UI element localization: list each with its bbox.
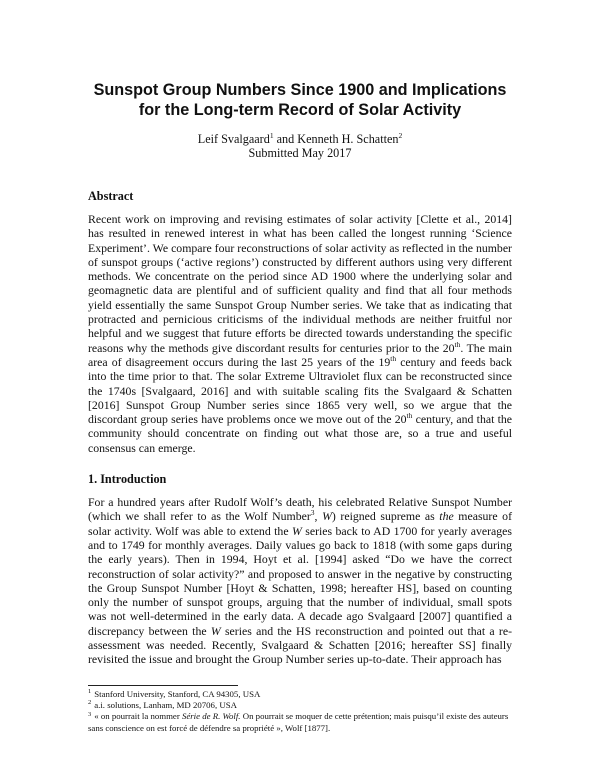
superscript: th <box>406 411 413 421</box>
intro-text: ) reigned supreme as <box>331 509 440 524</box>
italic-term: W <box>322 509 332 524</box>
intro-text: , <box>314 509 323 524</box>
title-line-1: Sunspot Group Numbers Since 1900 and Implications <box>93 81 507 99</box>
author-list <box>88 132 512 146</box>
footnote-marker: 2 <box>398 130 403 140</box>
footnote-text: a.i. solutions, Lanham, MD 20706, USA <box>94 700 237 711</box>
italic-term: the <box>439 509 454 524</box>
abstract-heading: Abstract <box>88 189 134 203</box>
introduction-heading: 1. Introduction <box>88 472 167 487</box>
footnote-marker: 1 <box>269 130 274 140</box>
abstract-paragraph <box>88 212 512 455</box>
footnote-1 <box>88 689 512 700</box>
author-joiner: and <box>273 132 298 146</box>
superscript: th <box>454 339 461 349</box>
footnote-3 <box>88 711 512 734</box>
superscript: th <box>390 354 397 364</box>
footnote-divider <box>88 685 238 686</box>
intro-text: series and the HS reconstruction and pointed out that a re-assessment was needed. Recently, Svalgaard & Schatten [2016; hereafter SS] finally revisited the issue and brought the Group Number series up-to-date. Their approach has <box>88 623 512 667</box>
footnote-text: « on pourrait la nommer <box>94 711 182 722</box>
footnote-text: Stanford University, Stanford, CA 94305, USA <box>94 688 261 699</box>
abstract-text: century, and that the community should concentrate on finding out what those are, so a true and useful consensus can emerge. <box>88 412 512 455</box>
footnote-italic: Série de R. Wolf. <box>181 711 241 722</box>
introduction-paragraph <box>88 495 512 667</box>
footnote-marker: 3 <box>310 508 315 518</box>
intro-text: series back to AD 1700 for yearly averages and to 1749 for monthly averages. Daily values go back to 1818 (with some gaps during the early years). Then in 1994, Hoyt et al. [1994] asked “Do we have the correct reconstruction of solar activity?” and proposed to answer in the negative by constructing the Group Sunspot Number [Hoyt & Schatten, 1998; hereafter HS], based on counting only the number of sunspot groups, arguing that the number of individual, small spots was not well-determined in the early data. A decade ago Svalgaard [2007] quantified a discrepancy between the <box>88 523 512 638</box>
footnote-marker: 3 <box>88 710 92 718</box>
submission-date: Submitted May 2017 <box>248 146 352 160</box>
footnote-marker: 2 <box>88 699 92 707</box>
footnote-text: On pourrait se moquer de cette prétention; mais puisqu’il existe des auteurs sans conscience on est forcé de défendre sa propriété », Wolf [1877]. <box>88 711 509 733</box>
italic-term: W <box>210 623 221 638</box>
intro-text: measure of solar activity. Wolf was able to extend the <box>88 509 512 538</box>
abstract-text: century and feeds back into the time prior to that. The solar Extreme Ultraviolet flux can be reconstructed since the 1740s [Svalgaard, 2016] and with suitable scaling fits the Svalgaard & Schatten [2016] Sunspot Group Number series since 1865 very well, so we argue that the discordant group series have problems once we move out of the 20 <box>88 354 512 427</box>
intro-text: For a hundred years after Rudolf Wolf’s death, his celebrated Relative Sunspot Number (which we shall refer to as the Wolf Number <box>88 495 512 524</box>
abstract-text: . The main area of disagreement occurs during the last 25 years of the 19 <box>88 340 512 369</box>
footnote-2 <box>88 700 512 711</box>
author-name: Leif Svalgaard <box>197 132 270 146</box>
paper-title <box>88 0 512 120</box>
abstract-text: Recent work on improving and revising estimates of solar activity [Clette et al., 2014] has resulted in renewed interest in what has been called the longest running ‘Science Experiment’. We compare four reconstructions of solar activity as reflected in the number of sunspot groups (‘active regions’) constructed by different authors using very different methods. We concentrate on the period since AD 1900 where the underlying solar and geomagnetic data are plentiful and of sufficient quality and find that all four methods yield essentially the same Sunspot Group Number series. We take that as indicating that protracted and pernicious criticisms of the individual methods are neither fruitful nor helpful and we suggest that future efforts be directed towards understanding the specific reasons why the methods give discordant results for centuries prior to the 20 <box>88 212 512 355</box>
italic-term: W <box>292 523 302 538</box>
title-line-2: for the Long-term Record of Solar Activity <box>138 101 462 119</box>
footnotes <box>88 689 512 735</box>
footnote-marker: 1 <box>88 687 92 695</box>
author-name: Kenneth H. Schatten <box>297 132 399 146</box>
